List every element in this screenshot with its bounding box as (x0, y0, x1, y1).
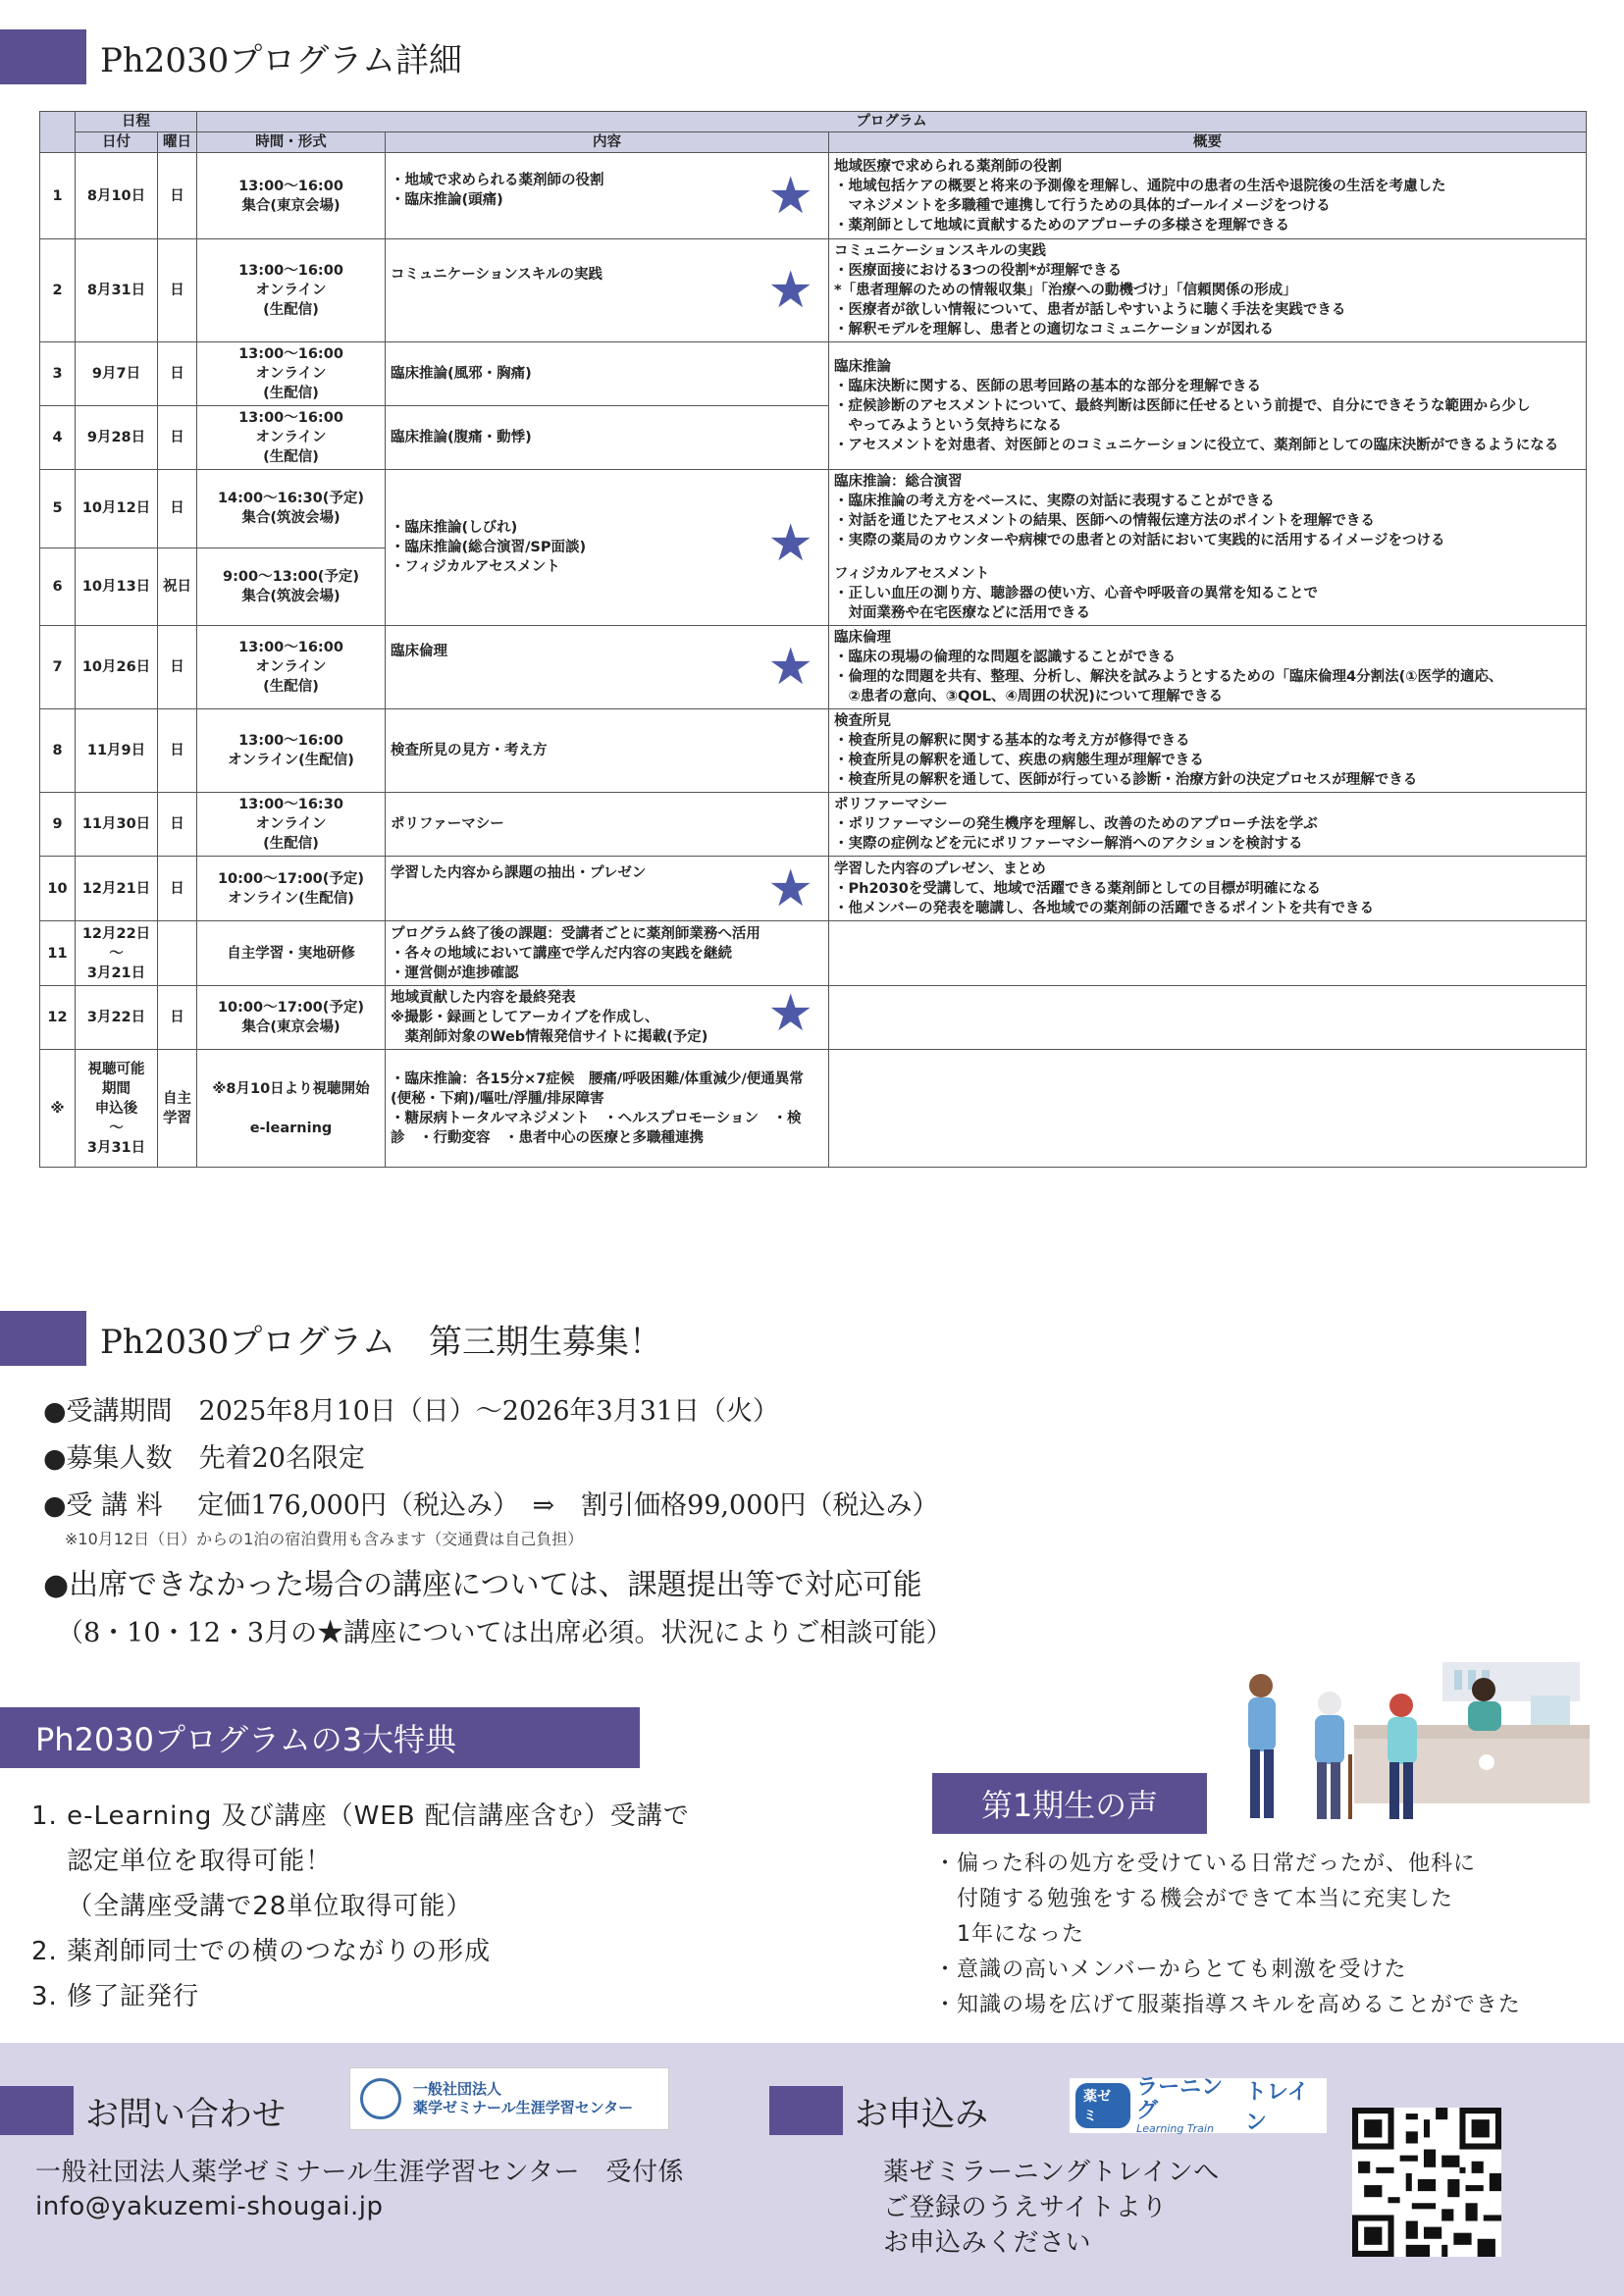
apply-line-2: ご登録のうえサイトより (883, 2193, 1168, 2222)
row-date (76, 548, 158, 626)
row-weekday-text: 祝日 (163, 578, 191, 595)
contact-header (0, 2086, 286, 2135)
row-no-text: ※ (50, 1100, 65, 1117)
row-content-text: ポリファーマシー (391, 816, 504, 832)
row-weekday-text: 日 (170, 1010, 184, 1025)
row-content-text: コミュニケーションスキルの実践 (391, 267, 603, 283)
recruit-fee-note: ※10月12日（日）からの1泊の宿泊費用も含みます（交通費は自己負担） (65, 1530, 584, 1548)
row-no (40, 857, 76, 921)
row-date-text: 10月26日 (81, 659, 151, 675)
apply-title: お申込み (855, 2094, 988, 2134)
accent-bar (0, 1311, 86, 1366)
voice-line-3: 1年になった (934, 1922, 1084, 1947)
row-no-text: 11 (47, 945, 68, 962)
schedule-row (40, 153, 1587, 239)
program-section-header (0, 29, 462, 84)
required-star-icon: ★ (767, 984, 813, 1043)
row-time-format-text: 10:00～17:00(予定) オンライン(生配信) (217, 870, 365, 907)
row-content-text: 臨床倫理 (391, 644, 447, 659)
row-date-text: 9月7日 (91, 366, 141, 382)
required-star-icon: ★ (767, 514, 813, 573)
row-time-format-text: 9:00～13:00(予定) 集合(筑波会場) (223, 568, 359, 604)
row-content-text: 臨床推論(腹痛・動悸) (391, 430, 532, 445)
outline-text: ・Ph2030を受講して、地域で活躍できる薬剤師としての目標が明確になる ・他メンバーの発表を聴講し、各地域での薬剤師の活躍できるポイントを共有できる (834, 880, 1374, 916)
recruit-star-note: （8・10・12・3月の★講座については出席必須。状況によりご相談可能） (57, 1618, 953, 1648)
row-weekday-text: 日 (170, 187, 184, 204)
row-weekday (158, 406, 197, 470)
voices-title: 第1期生の声 (932, 1773, 1207, 1834)
features-title: Ph2030プログラムの3大特典 (0, 1707, 640, 1768)
outline-text: ・地域包括ケアの概要と将来の予測像を理解し、通院中の患者の生活や退院後の生活を考慮した マネジメントを多職種で連携して行うための具体的ゴールイメージをつける ・薬剤師として地域に貢献するためのアプローチの多様さを理解できる (834, 178, 1446, 234)
row-no-text: 2 (52, 283, 63, 298)
row-outline (829, 857, 1587, 921)
row-weekday (158, 793, 197, 857)
row-content-text: 学習した内容から課題の抽出・プレゼン (391, 864, 647, 881)
row-outline (829, 793, 1587, 857)
row-time-format-text: 10:00～17:00(予定) 集合(東京会場) (217, 1000, 365, 1035)
voice-line-2: 付随する勉強をする機会ができて本当に充実した (934, 1887, 1454, 1911)
required-star-icon: ★ (767, 638, 813, 697)
voice-line-1: ・偏った科の処方を受けている日常だったが、他科に (934, 1852, 1477, 1876)
row-time-format-text: 13:00～16:00 オンライン (生配信) (238, 410, 343, 465)
row-weekday-text: 日 (170, 880, 184, 897)
outline-text: ・ポリファーマシーの発生機序を理解し、改善のためのアプローチ法を学ぶ ・実際の症例などを元にポリファーマシー解消へのアクションを検討する (834, 816, 1318, 852)
col-header-time: 時間・形式 (197, 132, 386, 153)
schedule-row (40, 626, 1587, 709)
row-weekday-text: 日 (170, 659, 184, 675)
row-weekday (158, 239, 197, 342)
accent-bar (0, 29, 86, 84)
logo-main: ラーニング (1136, 2075, 1224, 2123)
schedule-row (40, 1050, 1587, 1168)
row-weekday (158, 1050, 197, 1168)
learning-train-logo (1070, 2075, 1327, 2135)
row-time-format-text: 13:00～16:30 オンライン (生配信) (238, 797, 343, 852)
schedule-row (40, 921, 1587, 986)
row-weekday-text: 日 (170, 500, 184, 517)
row-weekday (158, 548, 197, 626)
logo-tail: トレイン (1244, 2080, 1309, 2135)
row-weekday (158, 857, 197, 921)
row-no (40, 1050, 76, 1168)
row-outline (829, 342, 1587, 470)
row-time-format (197, 857, 386, 921)
row-date-text: 12月22日 ～ 3月21日 (81, 925, 151, 981)
recruit-fee: ●受 講 料 定価176,000円（税込み） ⇒ 割引価格99,000円（税込み） (43, 1490, 939, 1521)
row-date (76, 626, 158, 709)
row-content (386, 793, 829, 857)
accent-bar (769, 2086, 843, 2135)
outline-text: ・医療面接における3つの役割*が理解できる *「患者理解のための情報収集」「治療への動機づけ」「信頼関係の形成」 ・医療者が欲しい情報について、患者が話しやすいように聴く手法を実践できる ・解釈モデルを理解し、患者との適切なコミュニケーションが図れる (834, 263, 1346, 338)
row-time-format (197, 406, 386, 470)
row-content (386, 342, 829, 406)
row-content-text: ・地域で求められる薬剤師の役割 ・臨床推論(頭痛) (391, 172, 604, 208)
schedule-row (40, 793, 1587, 857)
accent-bar (0, 2086, 74, 2135)
row-content (386, 470, 829, 626)
row-content (386, 921, 829, 986)
row-no (40, 153, 76, 239)
feature-line-2: 認定単位を取得可能！ (31, 1847, 333, 1876)
row-date-text: 視聴可能 期間 申込後 ～ 3月31日 (86, 1061, 146, 1156)
row-date (76, 239, 158, 342)
schedule-row (40, 857, 1587, 921)
required-star-icon: ★ (767, 166, 813, 226)
outline-title: 臨床推論：総合演習 (834, 474, 963, 490)
program-title: Ph2030プログラム詳細 (100, 40, 462, 80)
row-time-format (197, 153, 386, 239)
row-time-format-text: 13:00～16:00 オンライン (生配信) (238, 346, 343, 401)
row-time-format (197, 626, 386, 709)
recruit-capacity: ●募集人数 先着20名限定 (43, 1443, 365, 1474)
recruit-section-header (0, 1311, 662, 1366)
schedule-row (40, 709, 1587, 793)
logo-line-1: 一般社団法人 (413, 2079, 502, 2098)
row-no (40, 986, 76, 1050)
row-weekday-text: 日 (170, 743, 184, 758)
row-weekday (158, 153, 197, 239)
row-content-text: プログラム終了後の課題：受講者ごとに薬剤師業務へ活用 ・各々の地域において講座で学んだ内容の実践を継続 ・運営側が進捗確認 (391, 925, 760, 981)
row-no (40, 626, 76, 709)
col-header-schedule: 日程 (76, 112, 197, 132)
pharmacy-illustration (1236, 1656, 1599, 1823)
row-time-format-text: 14:00～16:30(予定) 集合(筑波会場) (217, 491, 365, 527)
row-date-text: 10月13日 (81, 578, 151, 595)
row-date-text: 3月22日 (86, 1010, 146, 1025)
contact-title: お問い合わせ (85, 2094, 286, 2134)
row-time-format-text: 13:00～16:00 オンライン(生配信) (228, 733, 354, 768)
row-no (40, 548, 76, 626)
outline-text-2: ・正しい血圧の測り方、聴診器の使い方、心音や呼吸音の異常を知ることで 対面業務や在宅医療などに活用できる (834, 586, 1318, 621)
row-content (386, 626, 829, 709)
row-time-format (197, 793, 386, 857)
row-no-text: 1 (52, 187, 63, 204)
row-content (386, 239, 829, 342)
row-no (40, 709, 76, 793)
row-date (76, 857, 158, 921)
row-content-text: 臨床推論(風邪・胸痛) (391, 366, 532, 382)
outline-text: ・臨床推論の考え方をベースに、実際の対話に表現することができる ・対話を通じたアセスメントの結果、医師への情報伝達方法のポイントを理解できる ・実際の薬局のカウンターや病棟での患者との対話において実践的に活用するイメージをつける (834, 494, 1445, 548)
outline-title: 検査所見 (834, 713, 891, 729)
row-time-format (197, 548, 386, 626)
row-outline (829, 153, 1587, 239)
row-date-text: 9月28日 (86, 430, 146, 445)
outline-title: ポリファーマシー (834, 797, 948, 812)
row-date (76, 921, 158, 986)
required-star-icon: ★ (767, 261, 813, 320)
feature-line-4: 2. 薬剤師同士での横のつながりの形成 (31, 1937, 492, 1966)
recruit-period: ●受講期間 2025年8月10日（日）～2026年3月31日（火） (43, 1396, 780, 1427)
row-no (40, 342, 76, 406)
row-content (386, 153, 829, 239)
row-date (76, 986, 158, 1050)
outline-text: ・検査所見の解釈に関する基本的な考え方が修得できる ・検査所見の解釈を通して、疾患の病態生理が理解できる ・検査所見の解釈を通して、医師が行っている診断・治療方針の決定プロセスが理解できる (834, 733, 1418, 788)
row-time-format (197, 1050, 386, 1168)
row-weekday-text: 日 (170, 816, 184, 832)
row-date (76, 342, 158, 406)
col-header-program: プログラム (197, 112, 1587, 132)
row-no-text: 12 (47, 1010, 68, 1025)
row-weekday (158, 470, 197, 548)
row-weekday-text: 日 (170, 283, 184, 298)
row-content (386, 709, 829, 793)
contact-email[interactable]: info@yakuzemi-shougai.jp (35, 2192, 384, 2221)
row-time-format (197, 470, 386, 548)
yakuzemi-center-logo (349, 2067, 669, 2130)
row-no (40, 470, 76, 548)
row-weekday (158, 342, 197, 406)
row-date-text: 8月10日 (86, 187, 146, 204)
row-weekday (158, 709, 197, 793)
row-date (76, 793, 158, 857)
row-time-format-text: 13:00～16:00 集合(東京会場) (238, 178, 343, 214)
row-time-format-text: 13:00～16:00 オンライン (生配信) (238, 263, 343, 318)
row-no (40, 921, 76, 986)
schedule-row (40, 342, 1587, 406)
apply-line-1: 薬ゼミラーニングトレインへ (883, 2158, 1220, 2187)
outline-title: 臨床推論 (834, 358, 891, 375)
row-outline (829, 626, 1587, 709)
recruit-title: Ph2030プログラム 第三期生募集！ (100, 1322, 662, 1362)
schedule-row (40, 470, 1587, 548)
col-header-outline: 概要 (829, 132, 1587, 153)
col-header-date: 日付 (76, 132, 158, 153)
row-outline (829, 239, 1587, 342)
row-weekday-text: 自主 学習 (163, 1090, 191, 1126)
voice-line-4: ・意識の高いメンバーからとても刺激を受けた (934, 1957, 1407, 1982)
col-header-weekday: 曜日 (158, 132, 197, 153)
row-no-text: 3 (52, 366, 63, 382)
recruit-absence: ●出席できなかった場合の講座については、課題提出等で対応可能 (43, 1568, 922, 1602)
row-no (40, 406, 76, 470)
row-no-text: 10 (47, 880, 68, 897)
row-time-format (197, 986, 386, 1050)
logo-badge: 薬ゼミ (1075, 2083, 1130, 2128)
row-weekday-text: 日 (170, 430, 184, 445)
row-no-text: 4 (52, 430, 63, 445)
row-date-text: 11月9日 (86, 743, 146, 758)
row-outline (829, 921, 1587, 986)
row-date-text: 11月30日 (81, 816, 151, 832)
logo-line-2: 薬学ゼミナール生涯学習センター (413, 2099, 634, 2116)
row-weekday (158, 626, 197, 709)
row-date (76, 709, 158, 793)
row-date-text: 10月12日 (81, 500, 151, 517)
row-time-format-text: ※8月10日より視聴開始 e-learning (212, 1080, 370, 1136)
feature-line-1: 1. e-Learning 及び講座（WEB 配信講座含む）受講で (31, 1801, 690, 1831)
logo-sub: Learning Train (1136, 2121, 1214, 2135)
row-time-format-text: 13:00～16:00 オンライン (生配信) (238, 640, 343, 695)
row-time-format (197, 342, 386, 406)
required-star-icon: ★ (767, 859, 813, 918)
row-outline (829, 986, 1587, 1050)
row-date-text: 8月31日 (86, 283, 146, 298)
row-no-text: 6 (52, 578, 63, 595)
row-date (76, 153, 158, 239)
row-time-format (197, 921, 386, 986)
outline-title-2: フィジカルアセスメント (834, 566, 990, 582)
feature-line-3: （全講座受講で28単位取得可能） (31, 1892, 473, 1921)
row-content (386, 986, 829, 1050)
feature-line-5: 3. 修了証発行 (31, 1982, 200, 2011)
row-no-text: 7 (52, 659, 63, 675)
row-no (40, 793, 76, 857)
qr-code-icon[interactable] (1352, 2108, 1501, 2257)
row-no-text: 5 (52, 500, 63, 517)
apply-header (769, 2086, 988, 2135)
contact-org: 一般社団法人薬学ゼミナール生涯学習センター 受付係 (35, 2158, 684, 2187)
row-content (386, 406, 829, 470)
row-date-text: 12月21日 (81, 880, 151, 897)
outline-title: 学習した内容のプレゼン、まとめ (834, 861, 1046, 877)
outline-title: 地域医療で求められる薬剤師の役割 (834, 158, 1062, 175)
col-header-content: 内容 (386, 132, 829, 153)
voice-line-5: ・知識の場を広げて服薬指導スキルを高めることができた (934, 1993, 1521, 2017)
row-date (76, 1050, 158, 1168)
row-content (386, 1050, 829, 1168)
row-content-text: ・臨床推論：各15分×7症候 腰痛/呼吸困難/体重減少/便通異常(便秘・下痢)/嘔吐/浮腫/排尿障害 ・糖尿病トータルマネジメント ・ヘルスプロモーション ・検診 ・行動変容 ・患者中心の医療と多職種連携 (391, 1070, 804, 1146)
outline-title: コミュニケーションスキルの実践 (834, 243, 1047, 259)
schedule-row (40, 986, 1587, 1050)
row-time-format (197, 709, 386, 793)
row-time-format (197, 239, 386, 342)
outline-text: ・臨床の現場の倫理的な問題を認識することができる ・倫理的な問題を共有、整理、分析し、解決を試みようとするための「臨床倫理4分割法(①医学的適応、 ②患者の意向、③QOL、④周囲の状況)について理解できる (834, 650, 1503, 704)
row-outline (829, 1050, 1587, 1168)
row-content-text: 検査所見の見方・考え方 (391, 743, 548, 758)
row-no-text: 8 (52, 743, 63, 758)
row-weekday (158, 921, 197, 986)
col-header-no (40, 112, 76, 153)
row-no (40, 239, 76, 342)
outline-title: 臨床倫理 (834, 630, 891, 646)
row-weekday-text: 日 (170, 366, 184, 382)
row-time-format-text: 自主学習・実地研修 (227, 945, 355, 962)
row-date (76, 470, 158, 548)
row-no-text: 9 (52, 816, 63, 832)
apply-line-3: お申込みください (883, 2228, 1092, 2258)
row-weekday (158, 986, 197, 1050)
row-content-text: ・臨床推論(しびれ) ・臨床推論(総合演習/SP面談) ・フィジカルアセスメント (391, 520, 587, 575)
center-seal-icon (360, 2078, 401, 2119)
row-outline (829, 470, 1587, 626)
row-outline (829, 709, 1587, 793)
row-content (386, 857, 829, 921)
row-date (76, 406, 158, 470)
schedule-table (39, 111, 1587, 1168)
row-content-text: 地域貢献した内容を最終発表 ※撮影・録画としてアーカイブを作成し、 薬剤師対象のWeb情報発信サイトに掲載(予定) (391, 990, 708, 1045)
outline-text: ・臨床決断に関する、医師の思考回路の基本的な部分を理解できる ・症候診断のアセスメントについて、最終判断は医師に任せるという前提で、自分にできそうな範囲から少し やってみようという気持ちになる ・アセスメントを対患者、対医師とのコミュニケーションに役立て、薬剤師としての臨床決断ができるようになる (834, 378, 1559, 453)
schedule-row (40, 239, 1587, 342)
